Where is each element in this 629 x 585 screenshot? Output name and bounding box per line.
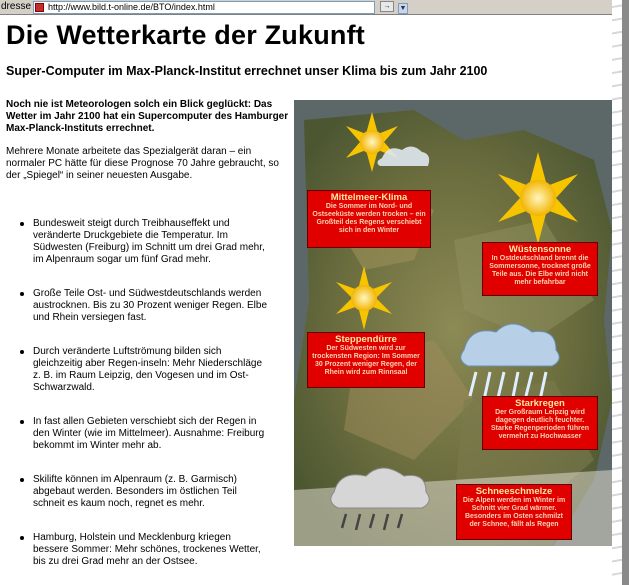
map-label-title: Wüstensonne xyxy=(508,244,572,255)
page-icon xyxy=(35,3,44,12)
list-item: Durch veränderte Luftströmung bilden sich gleichzeitig aber Regen-inseln: Mehr Niederschläge z. B. im Raum Leipzig, den Vogesen und im Ost-Schwarzwald. xyxy=(0,346,268,394)
list-item: Große Teile Ost- und Südwestdeutschlands werden austrocknen. Bis zu 30 Prozent weniger Regen. Elbe und Rhein versiegen fast. xyxy=(0,288,268,324)
germany-map-graphic xyxy=(294,100,612,546)
torn-edge xyxy=(612,0,622,585)
map-label-title: Mittelmeer-Klima xyxy=(330,192,408,203)
chevron-down-icon[interactable]: ▼ xyxy=(399,5,407,12)
map-label-text: Die Sommer im Nord- und Ostseeküste werden trocken – ein Großteil des Regens verschiebt sich in den Winter xyxy=(312,203,426,234)
list-item: In fast allen Gebieten verschiebt sich der Regen in den Winter (wie im Mittelmeer). Ausnahme: Freiburg bekommt im Winter mehr ab. xyxy=(0,416,268,452)
address-label: dresse xyxy=(1,1,32,12)
map-label-title: Schneeschmelze xyxy=(475,486,553,497)
lead-paragraph: Noch nie ist Meteorologen solch ein Blick geglückt: Das Wetter im Jahr 2100 hat ein Supercomputer des Hamburger Max-Planck-Instituts errechnet. xyxy=(6,99,289,134)
intro-paragraph: Mehrere Monate arbeitete das Spezialgerät daran – ein normaler PC hätte für diese Prognose 70 Jahre gebraucht, so der „Spiegel“ in seiner neuesten Ausgabe. xyxy=(6,146,279,181)
go-button[interactable]: → xyxy=(380,1,394,12)
map-label-box xyxy=(482,396,598,450)
list-item: Hamburg, Holstein und Mecklenburg kriegen bessere Sommer: Mehr schönes, trockenes Wetter, bis zu drei Grad mehr an der Ostsee. xyxy=(0,532,268,568)
list-item: Skilifte können im Alpenraum (z. B. Garmisch) abgebaut werden. Besonders im östlichen Teil schneit es kaum noch, regnet es mehr. xyxy=(0,474,268,510)
weather-map xyxy=(294,100,612,546)
map-label-text: Die Alpen werden im Winter im Schnitt vier Grad wärmer. Besonders im Osten schmilzt der Schnee, fällt als Regen xyxy=(462,497,566,528)
map-label-box xyxy=(482,242,598,296)
map-label-text: Der Südwesten wird zur trockensten Region: Im Sommer 30 Prozent weniger Regen, der Rhein wird zum Rinnsaal xyxy=(312,345,420,376)
address-bar xyxy=(0,0,622,15)
map-label-box xyxy=(307,332,425,388)
map-label-title: Starkregen xyxy=(515,398,565,409)
address-url[interactable]: http://www.bild.t-online.de/BTO/index.html xyxy=(48,2,215,12)
address-input[interactable] xyxy=(33,1,407,14)
page-title: Die Wetterkarte der Zukunft xyxy=(6,20,365,50)
map-label-text: In Ostdeutschland brennt die Sommersonne, trocknet große Teile aus. Die Elbe wird nicht mehr befahrbar xyxy=(489,255,591,286)
map-label-title: Steppendürre xyxy=(335,334,397,345)
page-subtitle: Super-Computer im Max-Planck-Institut errechnet unser Klima bis zum Jahr 2100 xyxy=(6,64,488,78)
list-item: Bundesweit steigt durch Treibhauseffekt und veränderte Druckgebiete die Temperatur. Im Südwesten (Freiburg) im Schnitt um drei Grad mehr, im Alpenraum sogar um fünf Grad mehr. xyxy=(0,218,268,266)
map-label-box xyxy=(456,484,572,540)
bullet-list xyxy=(0,218,290,568)
map-label-text: Der Großraum Leipzig wird dagegen deutlich feuchter. Starke Regenperioden führen vermehrt zu Hochwasser xyxy=(490,409,590,440)
map-label-box xyxy=(307,190,431,248)
